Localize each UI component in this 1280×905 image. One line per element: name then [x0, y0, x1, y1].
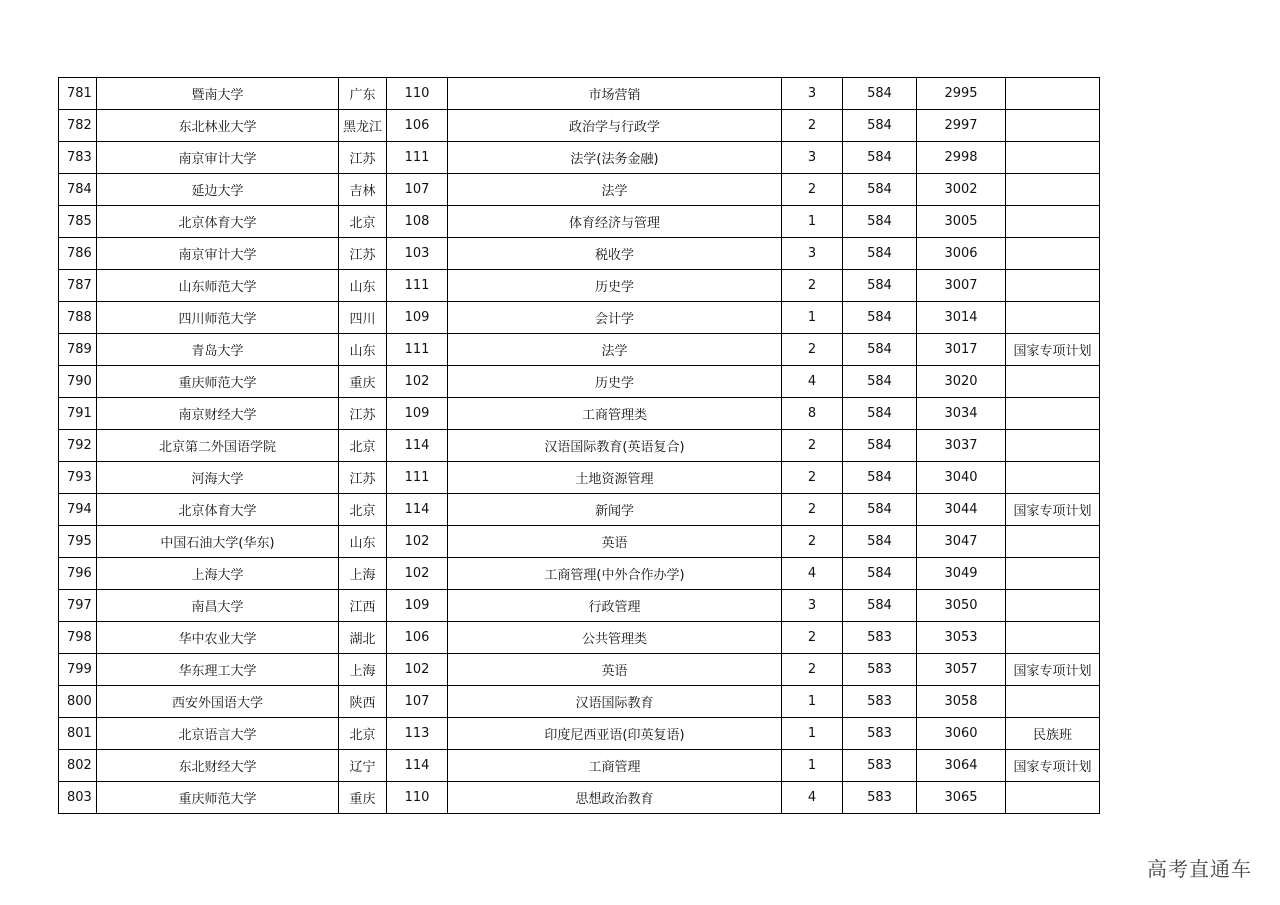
rank-cell: 3050: [917, 590, 1006, 622]
min-score-cell: 583: [843, 654, 917, 686]
group-code-cell: 106: [387, 622, 448, 654]
major-cell: 汉语国际教育: [448, 686, 782, 718]
university-cell: 华中农业大学: [97, 622, 339, 654]
rank-cell: 3020: [917, 366, 1006, 398]
plan-count-cell: 4: [782, 782, 843, 814]
major-cell: 英语: [448, 526, 782, 558]
province-cell: 上海: [339, 558, 387, 590]
min-score-cell: 584: [843, 462, 917, 494]
table-row: [59, 366, 1100, 398]
province-cell: 北京: [339, 206, 387, 238]
province-cell: 黑龙江: [339, 110, 387, 142]
min-score-cell: 584: [843, 590, 917, 622]
note-cell: [1006, 270, 1100, 302]
major-cell: 会计学: [448, 302, 782, 334]
plan-count-cell: 2: [782, 110, 843, 142]
rank-cell: 3034: [917, 398, 1006, 430]
note-cell: [1006, 110, 1100, 142]
major-cell: 行政管理: [448, 590, 782, 622]
table-row: [59, 142, 1100, 174]
note-cell: [1006, 206, 1100, 238]
plan-count-cell: 1: [782, 718, 843, 750]
table-row: [59, 78, 1100, 110]
rank-cell: 2998: [917, 142, 1006, 174]
group-code-cell: 111: [387, 462, 448, 494]
table-row: [59, 526, 1100, 558]
seq-cell: 788: [59, 302, 97, 334]
group-code-cell: 107: [387, 174, 448, 206]
rank-cell: 3049: [917, 558, 1006, 590]
province-cell: 江苏: [339, 398, 387, 430]
group-code-cell: 102: [387, 654, 448, 686]
seq-cell: 785: [59, 206, 97, 238]
major-cell: 土地资源管理: [448, 462, 782, 494]
university-cell: 上海大学: [97, 558, 339, 590]
province-cell: 辽宁: [339, 750, 387, 782]
major-cell: 汉语国际教育(英语复合): [448, 430, 782, 462]
note-cell: 国家专项计划: [1006, 494, 1100, 526]
major-cell: 印度尼西亚语(印英复语): [448, 718, 782, 750]
university-cell: 华东理工大学: [97, 654, 339, 686]
group-code-cell: 111: [387, 334, 448, 366]
rank-cell: 2997: [917, 110, 1006, 142]
province-cell: 四川: [339, 302, 387, 334]
note-cell: [1006, 142, 1100, 174]
major-cell: 英语: [448, 654, 782, 686]
min-score-cell: 584: [843, 110, 917, 142]
admissions-table: [58, 77, 1100, 814]
seq-cell: 802: [59, 750, 97, 782]
table-row: [59, 686, 1100, 718]
seq-cell: 786: [59, 238, 97, 270]
plan-count-cell: 3: [782, 142, 843, 174]
major-cell: 政治学与行政学: [448, 110, 782, 142]
major-cell: 历史学: [448, 366, 782, 398]
province-cell: 江苏: [339, 462, 387, 494]
province-cell: 山东: [339, 526, 387, 558]
major-cell: 税收学: [448, 238, 782, 270]
note-cell: [1006, 526, 1100, 558]
province-cell: 北京: [339, 430, 387, 462]
seq-cell: 800: [59, 686, 97, 718]
university-cell: 北京语言大学: [97, 718, 339, 750]
university-cell: 重庆师范大学: [97, 366, 339, 398]
table-row: [59, 430, 1100, 462]
plan-count-cell: 3: [782, 590, 843, 622]
university-cell: 中国石油大学(华东): [97, 526, 339, 558]
table-row: [59, 398, 1100, 430]
group-code-cell: 111: [387, 270, 448, 302]
seq-cell: 793: [59, 462, 97, 494]
major-cell: 工商管理类: [448, 398, 782, 430]
university-cell: 南京财经大学: [97, 398, 339, 430]
province-cell: 上海: [339, 654, 387, 686]
major-cell: 新闻学: [448, 494, 782, 526]
table-row: [59, 654, 1100, 686]
group-code-cell: 107: [387, 686, 448, 718]
province-cell: 陕西: [339, 686, 387, 718]
min-score-cell: 584: [843, 142, 917, 174]
seq-cell: 790: [59, 366, 97, 398]
plan-count-cell: 3: [782, 238, 843, 270]
university-cell: 暨南大学: [97, 78, 339, 110]
major-cell: 工商管理(中外合作办学): [448, 558, 782, 590]
note-cell: [1006, 174, 1100, 206]
plan-count-cell: 1: [782, 750, 843, 782]
group-code-cell: 102: [387, 526, 448, 558]
province-cell: 湖北: [339, 622, 387, 654]
table-body: [59, 78, 1100, 814]
seq-cell: 787: [59, 270, 97, 302]
min-score-cell: 584: [843, 174, 917, 206]
table-row: [59, 750, 1100, 782]
major-cell: 法学: [448, 174, 782, 206]
table-row: [59, 110, 1100, 142]
plan-count-cell: 2: [782, 494, 843, 526]
table-row: [59, 622, 1100, 654]
min-score-cell: 583: [843, 750, 917, 782]
plan-count-cell: 1: [782, 206, 843, 238]
plan-count-cell: 2: [782, 174, 843, 206]
province-cell: 江苏: [339, 238, 387, 270]
group-code-cell: 109: [387, 302, 448, 334]
group-code-cell: 108: [387, 206, 448, 238]
seq-cell: 784: [59, 174, 97, 206]
table-row: [59, 206, 1100, 238]
seq-cell: 795: [59, 526, 97, 558]
min-score-cell: 584: [843, 334, 917, 366]
seq-cell: 782: [59, 110, 97, 142]
plan-count-cell: 2: [782, 526, 843, 558]
seq-cell: 789: [59, 334, 97, 366]
seq-cell: 783: [59, 142, 97, 174]
group-code-cell: 110: [387, 78, 448, 110]
university-cell: 河海大学: [97, 462, 339, 494]
major-cell: 体育经济与管理: [448, 206, 782, 238]
plan-count-cell: 2: [782, 270, 843, 302]
rank-cell: 3002: [917, 174, 1006, 206]
group-code-cell: 114: [387, 430, 448, 462]
note-cell: [1006, 782, 1100, 814]
rank-cell: 3053: [917, 622, 1006, 654]
min-score-cell: 583: [843, 782, 917, 814]
note-cell: [1006, 462, 1100, 494]
major-cell: 工商管理: [448, 750, 782, 782]
plan-count-cell: 1: [782, 302, 843, 334]
min-score-cell: 584: [843, 270, 917, 302]
rank-cell: 3057: [917, 654, 1006, 686]
table-row: [59, 270, 1100, 302]
university-cell: 北京第二外国语学院: [97, 430, 339, 462]
plan-count-cell: 8: [782, 398, 843, 430]
plan-count-cell: 3: [782, 78, 843, 110]
plan-count-cell: 1: [782, 686, 843, 718]
group-code-cell: 113: [387, 718, 448, 750]
group-code-cell: 106: [387, 110, 448, 142]
note-cell: 民族班: [1006, 718, 1100, 750]
group-code-cell: 103: [387, 238, 448, 270]
min-score-cell: 584: [843, 430, 917, 462]
group-code-cell: 110: [387, 782, 448, 814]
university-cell: 南昌大学: [97, 590, 339, 622]
min-score-cell: 583: [843, 718, 917, 750]
plan-count-cell: 4: [782, 366, 843, 398]
seq-cell: 798: [59, 622, 97, 654]
province-cell: 山东: [339, 270, 387, 302]
min-score-cell: 584: [843, 302, 917, 334]
note-cell: [1006, 686, 1100, 718]
province-cell: 重庆: [339, 782, 387, 814]
major-cell: 法学: [448, 334, 782, 366]
note-cell: [1006, 366, 1100, 398]
plan-count-cell: 2: [782, 462, 843, 494]
min-score-cell: 584: [843, 398, 917, 430]
university-cell: 东北林业大学: [97, 110, 339, 142]
min-score-cell: 584: [843, 206, 917, 238]
university-cell: 西安外国语大学: [97, 686, 339, 718]
min-score-cell: 584: [843, 558, 917, 590]
seq-cell: 797: [59, 590, 97, 622]
table-row: [59, 558, 1100, 590]
seq-cell: 794: [59, 494, 97, 526]
major-cell: 市场营销: [448, 78, 782, 110]
note-cell: [1006, 78, 1100, 110]
group-code-cell: 102: [387, 558, 448, 590]
rank-cell: 2995: [917, 78, 1006, 110]
major-cell: 公共管理类: [448, 622, 782, 654]
province-cell: 重庆: [339, 366, 387, 398]
plan-count-cell: 2: [782, 654, 843, 686]
rank-cell: 3037: [917, 430, 1006, 462]
note-cell: 国家专项计划: [1006, 334, 1100, 366]
table-row: [59, 462, 1100, 494]
rank-cell: 3006: [917, 238, 1006, 270]
university-cell: 重庆师范大学: [97, 782, 339, 814]
plan-count-cell: 2: [782, 334, 843, 366]
province-cell: 吉林: [339, 174, 387, 206]
university-cell: 南京审计大学: [97, 142, 339, 174]
group-code-cell: 114: [387, 494, 448, 526]
university-cell: 南京审计大学: [97, 238, 339, 270]
group-code-cell: 111: [387, 142, 448, 174]
rank-cell: 3060: [917, 718, 1006, 750]
seq-cell: 791: [59, 398, 97, 430]
min-score-cell: 584: [843, 526, 917, 558]
plan-count-cell: 2: [782, 622, 843, 654]
note-cell: [1006, 430, 1100, 462]
seq-cell: 792: [59, 430, 97, 462]
university-cell: 山东师范大学: [97, 270, 339, 302]
seq-cell: 801: [59, 718, 97, 750]
rank-cell: 3065: [917, 782, 1006, 814]
rank-cell: 3044: [917, 494, 1006, 526]
min-score-cell: 584: [843, 78, 917, 110]
plan-count-cell: 4: [782, 558, 843, 590]
province-cell: 江苏: [339, 142, 387, 174]
note-cell: [1006, 398, 1100, 430]
rank-cell: 3007: [917, 270, 1006, 302]
rank-cell: 3058: [917, 686, 1006, 718]
min-score-cell: 584: [843, 366, 917, 398]
note-cell: [1006, 622, 1100, 654]
table-row: [59, 590, 1100, 622]
rank-cell: 3064: [917, 750, 1006, 782]
university-cell: 青岛大学: [97, 334, 339, 366]
major-cell: 法学(法务金融): [448, 142, 782, 174]
seq-cell: 799: [59, 654, 97, 686]
university-cell: 延边大学: [97, 174, 339, 206]
note-cell: [1006, 590, 1100, 622]
min-score-cell: 584: [843, 494, 917, 526]
min-score-cell: 583: [843, 622, 917, 654]
group-code-cell: 109: [387, 590, 448, 622]
province-cell: 北京: [339, 494, 387, 526]
province-cell: 北京: [339, 718, 387, 750]
group-code-cell: 102: [387, 366, 448, 398]
university-cell: 四川师范大学: [97, 302, 339, 334]
university-cell: 北京体育大学: [97, 206, 339, 238]
rank-cell: 3017: [917, 334, 1006, 366]
min-score-cell: 583: [843, 686, 917, 718]
table-row: [59, 718, 1100, 750]
group-code-cell: 114: [387, 750, 448, 782]
note-cell: [1006, 558, 1100, 590]
seq-cell: 803: [59, 782, 97, 814]
table-row: [59, 174, 1100, 206]
min-score-cell: 584: [843, 238, 917, 270]
rank-cell: 3040: [917, 462, 1006, 494]
province-cell: 江西: [339, 590, 387, 622]
note-cell: 国家专项计划: [1006, 750, 1100, 782]
seq-cell: 781: [59, 78, 97, 110]
table-row: [59, 334, 1100, 366]
table-row: [59, 494, 1100, 526]
group-code-cell: 109: [387, 398, 448, 430]
seq-cell: 796: [59, 558, 97, 590]
major-cell: 历史学: [448, 270, 782, 302]
rank-cell: 3047: [917, 526, 1006, 558]
university-cell: 东北财经大学: [97, 750, 339, 782]
plan-count-cell: 2: [782, 430, 843, 462]
rank-cell: 3014: [917, 302, 1006, 334]
university-cell: 北京体育大学: [97, 494, 339, 526]
table-row: [59, 238, 1100, 270]
table-row: [59, 782, 1100, 814]
major-cell: 思想政治教育: [448, 782, 782, 814]
province-cell: 山东: [339, 334, 387, 366]
province-cell: 广东: [339, 78, 387, 110]
rank-cell: 3005: [917, 206, 1006, 238]
note-cell: [1006, 238, 1100, 270]
watermark-text: 高考直通车: [1147, 857, 1252, 881]
note-cell: 国家专项计划: [1006, 654, 1100, 686]
note-cell: [1006, 302, 1100, 334]
table-row: [59, 302, 1100, 334]
